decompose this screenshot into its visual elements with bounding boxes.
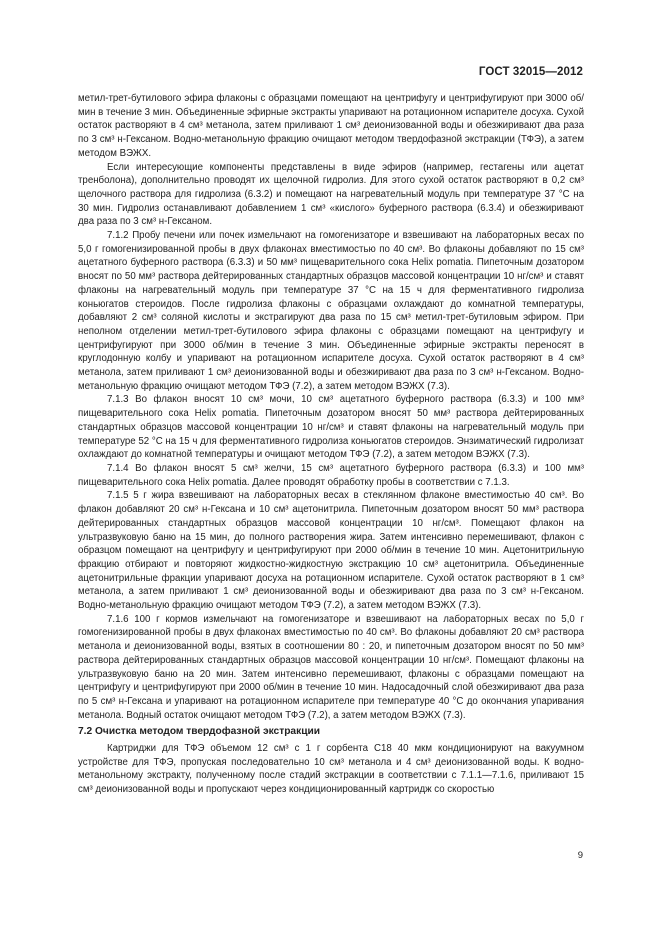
body-text (78, 92, 584, 797)
section-heading-7-2: 7.2 Очистка методом твердофазной экстракции (78, 726, 320, 738)
page-number: 9 (577, 850, 583, 861)
paragraph-7-1-4: 7.1.4 Во флакон вносят 5 см³ желчи, 15 см³ ацетатного буферного раствора (6.3.3) и 100 мм³ пищеварительного сока Helix pomatia. Далее проводят обработку пробы в соответствии с 7.1.3. (78, 462, 584, 488)
paragraph-continuation: метил-трет-бутилового эфира флаконы с образцами помещают на центрифугу и центрифугируют при 3000 об/мин в течение 3 мин. Объединенные эфирные экстракты упаривают на ротационном испарителе досуха. Сухой остаток растворяют в 4 см³ метанола, затем приливают 1 см³ деионизованной воды и обезжиривают два раза по 3 см³ н-Гексаном. Водно-метанольную фракцию очищают методом твердофазной экстракции (ТФЭ), а затем методом ВЭЖХ. (78, 93, 584, 159)
paragraph-7-1-5: 7.1.5 5 г жира взвешивают на лабораторных весах в стеклянном флаконе вместимостью 40 см³. Во флакон добавляют 20 см³ н-Гексана и 10 см³ ацетонитрила. Пипеточным дозатором вносят 50 мм³ раствора дейтерированных стандартных образцов массовой концентрации 10 нг/см³. Помещают флакон на ультразвуковую баню на 15 мин, до полного растворения жира. Затем интенсивно перемешивают, флакон с образцом помещают на центрифугу и центрифугируют при 2000 об/мин в течение 10 мин. Ацетонитрильную фракцию отбирают и повторяют жидкостно-жидкостную экстракцию 10 см³ ацетонитрила. Объединенные ацетонитрильные фракции упаривают досуха на ротационном испарителе. Сухой остаток растворяют в 1 см³ метанола, а затем приливают 1 см³ деионизованной воды и обезжиривают два раза по 3 см³ н-Гексаном. Водно-метанольную фракцию очищают методом ТФЭ (7.2), а затем методом ВЭЖХ (7.3). (78, 490, 584, 612)
paragraph-spe-cartridges: Картриджи для ТФЭ объемом 12 см³ с 1 г сорбента С18 40 мкм кондиционируют на вакуумном устройстве для ТФЭ, пропуская последовательно 10 см³ метанола и 4 см³ деионизованной воды. К водно-метанольному экстракту, полученному после стадий экстракции в соответствии с 7.1.1—7.1.6, приливают 15 см³ деионизованной воды и пропускают через кондиционированный картридж со скоростью (78, 743, 584, 796)
paragraph-7-1-3: 7.1.3 Во флакон вносят 10 см³ мочи, 10 см³ ацетатного буферного раствора (6.3.3) и 100 мм³ пищеварительного сока Helix pomatia. Пипеточным дозатором вносят 50 мм³ раствора дейтерированных стандартных образцов массовой концентрации 10 нг/см³ и ставят флаконы на нагревательный модуль при температуре 52 °С на 15 ч для ферментативного гидролиза коньюгатов стероидов. Энзиматический гидролизат охлаждают до комнатной температуры и очищают методом ТФЭ (7.2), а затем методом ВЭЖХ (7.3). (78, 394, 584, 461)
paragraph-ester-hydrolysis: Если интересующие компоненты представлены в виде эфиров (например, гестагены или ацетат тренболона), дополнительно проводят их щелочной гидролиз. Для этого сухой остаток растворяют в 0,2 см³ щелочного раствора для гидролиза (6.3.2) и помещают на нагревательный модуль при температуре 37 °С на 30 мин. Гидролиз останавливают добавлением 1 см³ «кислого» буферного раствора (6.3.4) и обезжиривают два раза по 3 см³ н-Гексаном. (78, 161, 584, 228)
paragraph-7-1-2: 7.1.2 Пробу печени или почек измельчают на гомогенизаторе и взвешивают на лабораторных весах по 5,0 г гомогенизированной пробы в двух флаконах вместимостью по 40 см³. Во флаконы добавляют по 15 см³ ацетатного буферного раствора (6.3.3) и 50 мм³ пищеварительного сока Helix pomatia. Пипеточным дозатором вносят по 50 мм³ раствора дейтерированных стандартных образцов массовой концентрации 10 нг/см³ и ставят флаконы на нагревательный модуль при температуре 37 °С на 15 ч для ферментативного гидролиза коньюгатов стероидов. После гидролиза флаконы с образцами охлаждают до комнатной температуры, добавляют 2 см³ соляной кислоты и экстрагируют два раза по 15 см³ метил-трет-бутиловым эфиром. При неполном отделении метил-трет-бутилового эфира флаконы с образцами помещают на центрифугу и центрифугируют при 3000 об/мин в течение 3 мин. Объединенные эфирные экстракты переносят в круглодонную колбу и упаривают на ротационном испарителе досуха. Сухой остаток растворяют в 4 см³ метанола, затем приливают 1 см³ деионизованной воды и обезжиривают два раза по 3 см³ н-Гексаном. Водно-метанольную фракцию очищают методом ТФЭ (7.2), а затем методом ВЭЖХ (7.3). (78, 230, 584, 392)
paragraph-7-1-6: 7.1.6 100 г кормов измельчают на гомогенизаторе и взвешивают на лабораторных весах по 5,0 г гомогенизированной пробы в двух флаконах вместимостью по 40 см³. Во флаконы добавляют 20 см³ раствора метанола и деионизованной воды, взятых в соотношении 80 : 20, и пипеточным дозатором вносят по 50 мм³ раствора дейтерированных стандартных образцов массовой концентрации 10 нг/см³. Помещают флаконы на ультразвуковую баню на 20 мин. Затем интенсивно перемешивают, флаконы с образцами помещают на центрифугу и центрифугируют при 2000 об/мин в течение 10 мин. Надосадочный слой обезжиривают два раза по 5 см³ н-Гексана и упаривают на ротационном испарителе при температуре 40 °С до окончания упаривания метанола. Водный остаток очищают методом ТФЭ (7.2), а затем методом ВЭЖХ (7.3). (78, 613, 584, 721)
document-id-header: ГОСТ 32015—2012 (478, 66, 583, 78)
